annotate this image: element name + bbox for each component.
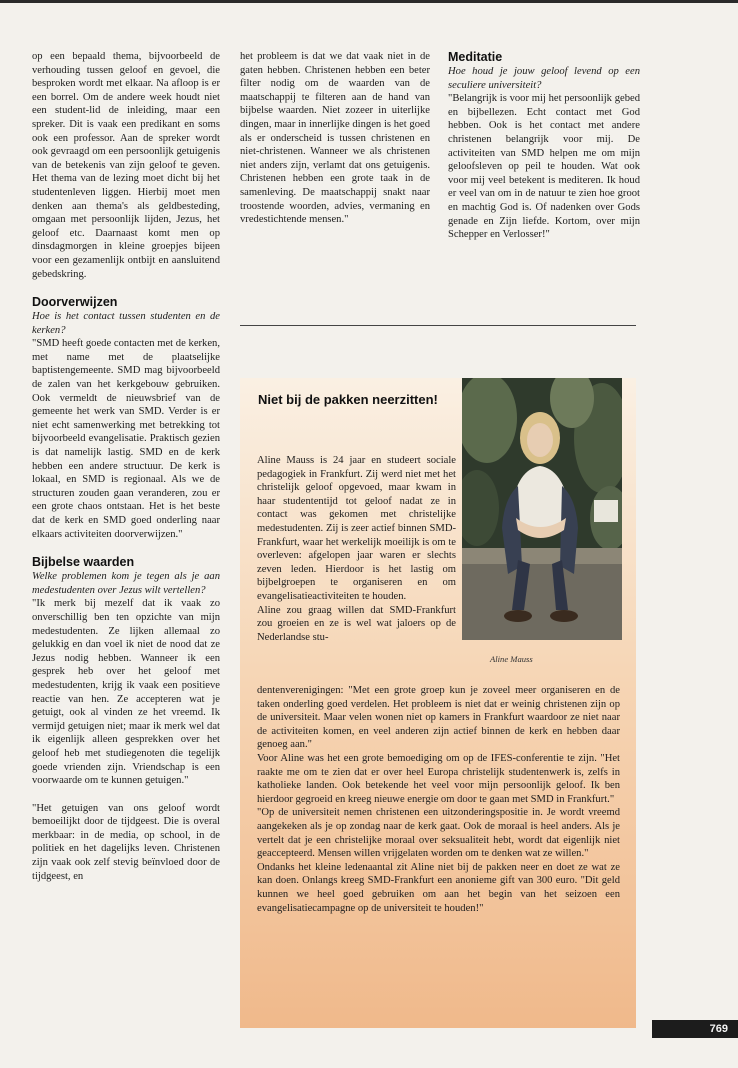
box-title: Niet bij de pakken neerzitten!	[258, 392, 438, 407]
col1-paragraph-3: "Ik merk bij mezelf dat ik vaak zo onverschillig ben ten opzichte van mijn medestudenten. Ze lijken allemaal zo gelukkig en dan voel ik niet de nood dat ze Jezus nodig hebben. Wanneer ik een gesprek heb over het geloof met medestudenten, krijg ik vaak een positieve reactie van hen. Ze accepteren wat je getuigt, ook al vinden ze het vreemd. Ik vermijd getuigen niet; maar ik merk wel dat ik eigenlijk alleen gesprekken over het geloof heb met studiegenoten die tegelijk goede vrienden zijn. Vriendschap is een voorwaarde om te kunnen getuigen."	[32, 598, 220, 787]
heading-doorverwijzen: Doorverwijzen	[32, 295, 118, 310]
box-paragraph-6: Ondanks het kleine ledenaantal zit Aline niet bij de pakken neer en doet ze wat ze kan doen. Onlangs kreeg SMD-Frankfurt een anonieme gift van 300 euro. "Dit geld kunnen we heel goed gebruiken om aan het begin van het seizoen een evangelisatiecampagne op de universiteit te houden!"	[257, 861, 620, 914]
box-text-narrow	[257, 454, 456, 644]
photo-caption: Aline Mauss	[490, 654, 533, 664]
section-divider	[240, 325, 636, 326]
question-meditatie: Hoe houd je jouw geloof levend op een seculiere universiteit?	[448, 66, 640, 91]
top-rule	[0, 0, 738, 3]
page-number: 769	[709, 1023, 728, 1035]
page-number-bar	[652, 1020, 738, 1038]
box-paragraph-1: Aline Mauss is 24 jaar en studeert sociale pedagogiek in Frankfurt. Zij werd niet met het christelijk geloof opgevoed, maar kwam in haar studententijd tot geloof nadat ze in contact was gekomen met christelijke medestudenten. Zij is zeer actief binnen SMD-Frankfurt, waar het werkelijk moeilijk is om te overleven: afgelopen jaar waren er slechts zeven leden. Hierdoor is het lastig om bijbelgroepen te organiseren en om evangelisatieactiviteiten te houden.	[257, 455, 456, 602]
portrait-photo	[462, 378, 622, 640]
question-bijbelse-waarden: Welke problemen kom je tegen als je aan medestudenten over Jezus wilt vertellen?	[32, 571, 220, 596]
column-3	[448, 50, 640, 242]
col3-paragraph-1: "Belangrijk is voor mij het persoonlijk gebed en bijbellezen. Echt contact met God hebben. Ook is het contact met andere christenen belangrijk voor mij. De activiteiten van SMD helpen me om mijn geloofsleven op peil te houden. Wat ook voor mij veel betekent is mediteren. Ik houd er veel van om in de natuur te zien hoe groot en machtig God is. Of nadenken over Gods genade en Zijn liefde. Kortom, over mijn Schepper en Verlosser!"	[448, 93, 640, 241]
col1-paragraph-2: "SMD heeft goede contacten met de kerken, met name met de plaatselijke baptistengemeente. SMD mag bijvoorbeeld de zalen van het kerkgebouw gebruiken. Ook vermeldt de nieuwsbrief van de gemeente het werk van SMD. Verder is er niet echt samenwerking met betrekking tot bijvoorbeeld evangelisatie. Praktisch gezien is dat namelijk lastig. SMD en de kerk hebben een andere structuur. De kerk is lokaal, en SMD is regionaal. Als we de structuren zouden gaan veranderen, zou er een grote chaos ontstaan. Het is het beste dat de kerk en SMD goed onderling naar elkaars activiteiten doorverwijzen."	[32, 338, 220, 540]
box-text-wide	[257, 684, 620, 915]
col1-paragraph-1: op een bepaald thema, bijvoorbeeld de verhouding tussen geloof en gevoel, die besproken wordt met elkaar. Na afloop is er een borrel. Om de andere week houdt niet een student-lid de inleiding, maar een spreker. Dit is vaak een predikant en soms ook een professor. Aan de spreker wordt ook gevraagd om een persoonlijk getuigenis van de betekenis van zijn geloof te geven. Het thema van de lezing moet dicht bij het studentenleven liggen. Hierbij moet men denken aan thema's als geldbesteding, omgaan met persoonlijk lijden, Jezus, het geloof etc. Daarnaast komt men op dinsdagmorgen in kleine groepjes bijeen voor een gezamenlijk ontbijt en aansluitend gebedskring.	[32, 51, 220, 280]
column-2	[240, 50, 430, 227]
question-doorverwijzen: Hoe is het contact tussen studenten en de kerken?	[32, 311, 220, 336]
heading-meditatie: Meditatie	[448, 50, 503, 64]
col1-paragraph-4: "Het getuigen van ons geloof wordt bemoeilijkt door de tijdgeest. Die is overal merkbaar: in de media, op school, in de politiek en het dagelijks leven. Christenen zijn vaak ook zelf stevig beïnvloed door de tijdgeest, en	[32, 802, 220, 882]
column-1	[32, 50, 220, 883]
heading-bijbelse-waarden: Bijbelse waarden	[32, 555, 135, 570]
box-paragraph-3: dentenverenigingen: "Met een grote groep kun je zoveel meer organiseren en de taken onderling goed verdelen. Het probleem is niet dat er weinig christenen zijn op de universiteit. Maar velen wonen niet op kamers in Frankfurt waardoor ze niet naar de activiteiten komen, en veel anderen zijn actief binnen de kerk en hebben daar genoeg aan."	[257, 685, 620, 751]
col2-paragraph-1: het probleem is dat we dat vaak niet in de gaten hebben. Christenen hebben een beter filter nodig om de waarden van de maatschappij te filteren aan de hand van bijbelse waarden. Niet zozeer in uiterlijke dingen, maar in innerlijke dingen is het goed als er onderscheid is tussen christenen en niet-christenen. Wanneer we als christenen niet anders zijn, verlamt dat ons getuigenis. Christenen hebben een grote taak in de samenleving. De maatschappij snakt naar troostende woorden, advies, vermaning en vredestichtende mensen."	[240, 51, 430, 226]
box-paragraph-4: Voor Aline was het een grote bemoediging om op de IFES-conferentie te zijn. "Het raakte me om te zien dat er over heel Europa christelijk studentenwerk is, zelfs in katholieke landen. Ook betekende het veel voor mijn persoonlijk geloof. Ik ben hierdoor gegroeid en kreeg nieuwe energie om door te gaan met SMD in Frankfurt."	[257, 752, 620, 805]
box-paragraph-5: "Op de universiteit nemen christenen een uitzonderingspositie in. Je wordt vreemd aangekeken als je op zondag naar de kerk gaat. Ook de moraal is heel anders. Als je vertelt dat je een christelijke moraal over seksualiteit hebt, wordt dat eigenlijk niet geaccepteerd. Mensen willen vrijgelaten worden om te denken wat ze willen."	[257, 807, 620, 860]
box-paragraph-2: Aline zou graag willen dat SMD-Frankfurt zou groeien en ze is wel wat jaloers op de Nederlandse stu-	[257, 604, 456, 643]
